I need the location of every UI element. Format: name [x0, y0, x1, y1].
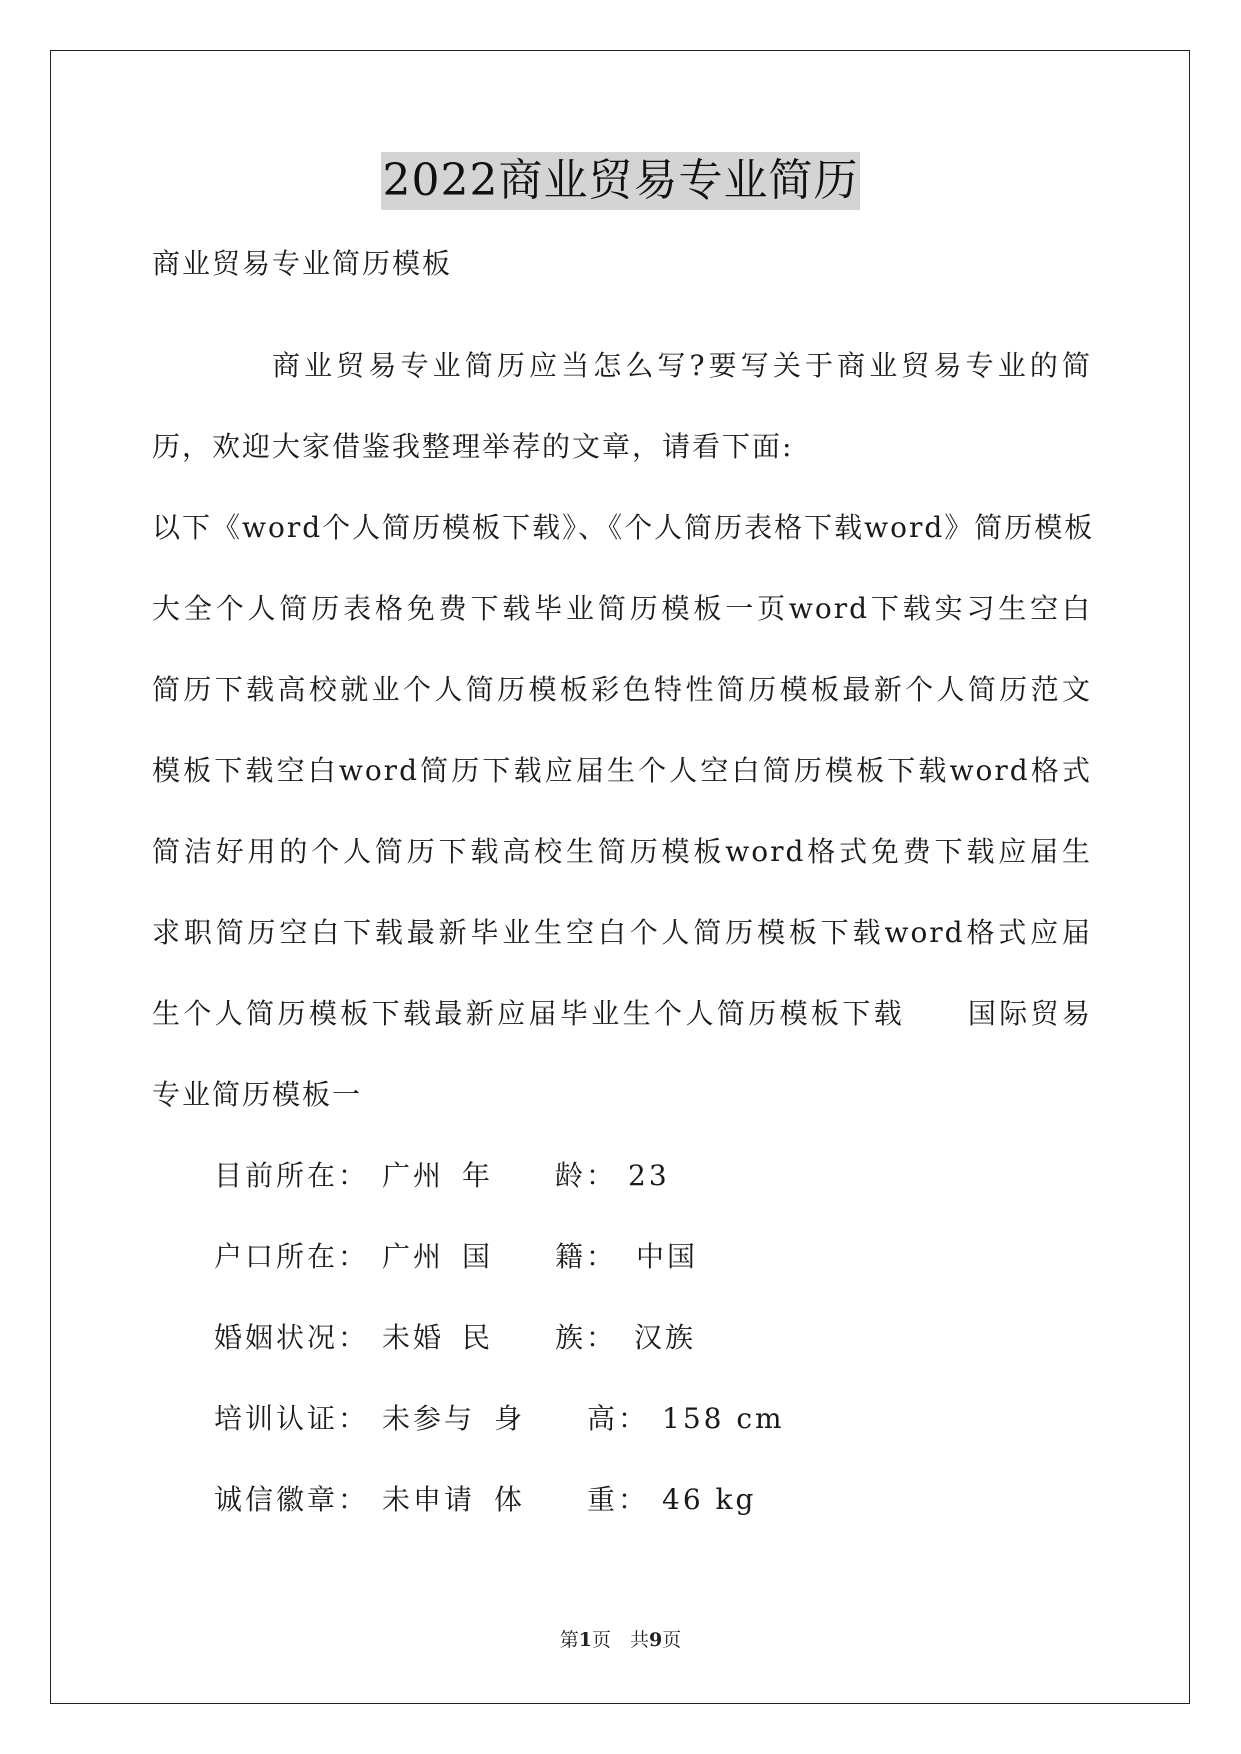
- title-container: [0, 152, 1241, 210]
- profile-label-ethnicity: 民 族：: [462, 1321, 618, 1354]
- body-line-8: 专业简历模板一: [152, 1078, 363, 1111]
- profile-value-badge: 未申请: [382, 1483, 476, 1516]
- page-border: [50, 50, 1190, 1704]
- body-line-4: 模板下载空白word简历下载应届生个人空白简历模板下载word格式: [152, 754, 1092, 787]
- profile-value-ethnicity: 汉族: [634, 1321, 697, 1354]
- intro-line-1: 商业贸易专业简历应当怎么写?要写关于商业贸易专业的简: [272, 349, 1092, 382]
- subtitle: 商业贸易专业简历模板: [152, 247, 453, 280]
- footer-suffix: 页: [662, 1629, 682, 1651]
- profile-value-nationality: 中国: [636, 1240, 699, 1273]
- profile-label-weight: 体 重：: [494, 1483, 650, 1516]
- profile-label-height: 身 高：: [494, 1402, 650, 1435]
- body-line-2: 大全个人简历表格免费下载毕业简历模板一页word下载实习生空白: [152, 592, 1092, 625]
- body-line-1: 以下《word个人简历模板下载》、《个人简历表格下载word》简历模板: [152, 511, 1095, 544]
- footer-prefix: 第: [559, 1629, 579, 1651]
- profile-label-age: 年 龄：: [462, 1159, 618, 1192]
- profile-value-training: 未参与: [382, 1402, 476, 1435]
- document-title: 2022商业贸易专业简历: [381, 152, 861, 210]
- footer-total-pages: 9: [649, 1629, 663, 1651]
- page-footer: [0, 1628, 1241, 1652]
- profile-label-location: 目前所在：: [214, 1159, 370, 1192]
- footer-page-number: 1: [578, 1629, 592, 1651]
- profile-label-marital: 婚姻状况：: [214, 1321, 370, 1354]
- profile-label-training: 培训认证：: [214, 1402, 370, 1435]
- profile-value-location: 广州: [382, 1159, 445, 1192]
- body-line-7: 生个人简历模板下载最新应届毕业生个人简历模板下载 国际贸易: [152, 997, 1092, 1030]
- profile-value-height: 158 cm: [662, 1402, 785, 1435]
- profile-label-badge: 诚信徽章：: [214, 1483, 370, 1516]
- body-line-5: 简洁好用的个人简历下载高校生简历模板word格式免费下载应届生: [152, 835, 1092, 868]
- profile-label-hukou: 户口所在：: [214, 1240, 370, 1273]
- profile-value-age: 23: [628, 1159, 670, 1192]
- footer-mid: 页 共: [591, 1629, 649, 1651]
- profile-value-marital: 未婚: [382, 1321, 445, 1354]
- body-line-3: 简历下载高校就业个人简历模板彩色特性简历模板最新个人简历范文: [152, 673, 1092, 706]
- profile-value-weight: 46 kg: [662, 1483, 757, 1516]
- intro-line-2: 历，欢迎大家借鉴我整理举荐的文章，请看下面:: [152, 430, 794, 463]
- body-line-6: 求职简历空白下载最新毕业生空白个人简历模板下载word格式应届: [152, 916, 1092, 949]
- profile-label-nationality: 国 籍：: [462, 1240, 618, 1273]
- profile-value-hukou: 广州: [382, 1240, 445, 1273]
